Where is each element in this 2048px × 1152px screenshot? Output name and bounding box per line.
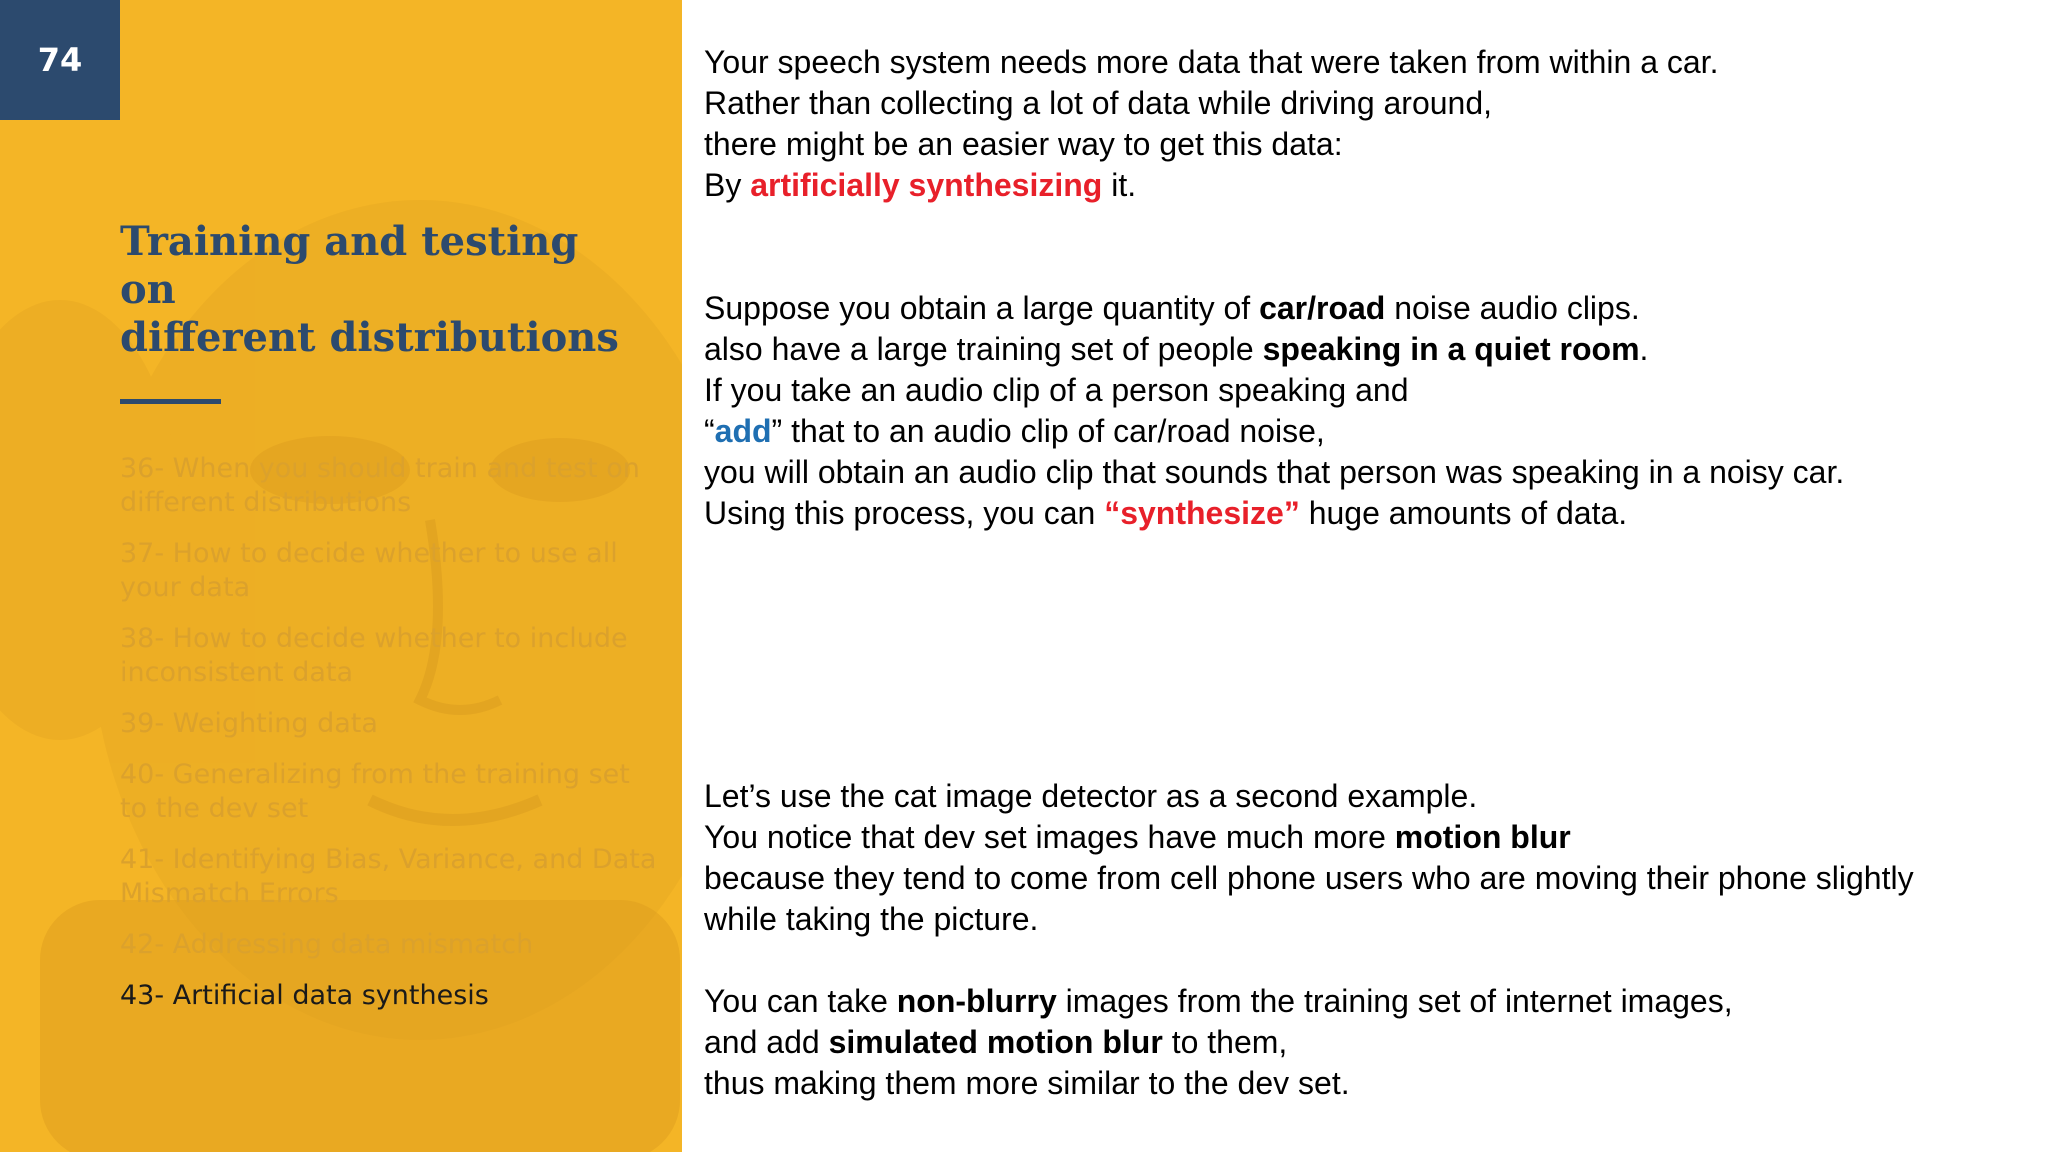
text-line: Using this process, you can “synthesize” huge amounts of data.: [704, 495, 1628, 531]
paragraph-speech-car: [704, 42, 2034, 206]
section-title-line: on: [120, 266, 176, 313]
text-line: you will obtain an audio clip that sounds that person was speaking in a noisy car.: [704, 454, 1845, 490]
text-line: Rather than collecting a lot of data while driving around,: [704, 85, 1493, 121]
text-line: while taking the picture.: [704, 901, 1039, 937]
section-title-line: Training and testing: [120, 218, 579, 265]
toc-item-40[interactable]: 40- Generalizing from the training set to the dev set: [120, 759, 630, 824]
toc-item-38[interactable]: 38- How to decide whether to include inconsistent data: [120, 623, 628, 688]
text-line: thus making them more similar to the dev set.: [704, 1065, 1350, 1101]
highlight-artificially-synthesizing: artificially synthesizing: [750, 167, 1103, 203]
page-number: 74: [37, 41, 83, 79]
toc-item-39[interactable]: 39- Weighting data: [120, 708, 378, 739]
table-of-contents: [120, 452, 660, 1030]
text-line: there might be an easier way to get this data:: [704, 126, 1343, 162]
text-line: You notice that dev set images have much more motion blur: [704, 819, 1571, 855]
text-line: Let’s use the cat image detector as a second example.: [704, 778, 1478, 814]
paragraph-audio-synthesis: [704, 288, 2034, 534]
text-line: If you take an audio clip of a person speaking and: [704, 372, 1409, 408]
text-line: You can take non-blurry images from the training set of internet images,: [704, 983, 1733, 1019]
highlight-add: add: [714, 413, 772, 449]
page-number-badge: [0, 0, 120, 120]
section-title: [120, 218, 660, 362]
text-line: By artificially synthesizing it.: [704, 167, 1137, 203]
toc-item-41[interactable]: 41- Identifying Bias, Variance, and Data Mismatch Errors: [120, 844, 657, 909]
text-line: also have a large training set of people speaking in a quiet room.: [704, 331, 1649, 367]
text-line: “add” that to an audio clip of car/road noise,: [704, 413, 1325, 449]
sidebar-panel: [0, 0, 682, 1152]
text-line: Suppose you obtain a large quantity of car/road noise audio clips.: [704, 290, 1640, 326]
paragraph-cat-detector: [704, 776, 2034, 940]
toc-item-37[interactable]: 37- How to decide whether to use all your data: [120, 538, 618, 603]
paragraph-motion-blur: [704, 981, 2034, 1104]
text-line: and add simulated motion blur to them,: [704, 1024, 1288, 1060]
toc-item-42[interactable]: 42- Addressing data mismatch: [120, 929, 534, 960]
toc-item-43-current[interactable]: 43- Artificial data synthesis: [120, 980, 489, 1011]
text-line: because they tend to come from cell phone users who are moving their phone slightly: [704, 860, 1914, 896]
highlight-synthesize: “synthesize”: [1104, 495, 1300, 531]
section-title-line: different distributions: [120, 314, 619, 361]
toc-item-36[interactable]: 36- When you should train and test on different distributions: [120, 453, 640, 518]
title-underline-divider: [120, 399, 221, 404]
text-line: Your speech system needs more data that were taken from within a car.: [704, 44, 1719, 80]
